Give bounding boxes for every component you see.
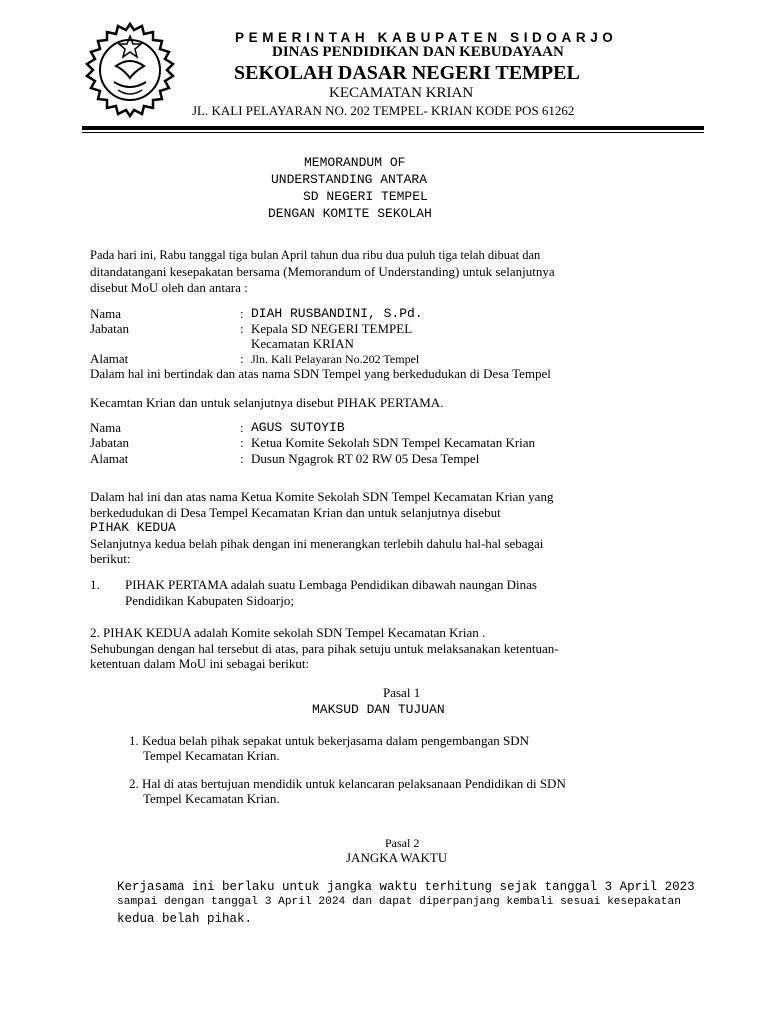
title-line-2: UNDERSTANDING ANTARA xyxy=(271,172,428,187)
party2-position-colon: : xyxy=(240,435,244,450)
intro-line-2: ditandatangani kesepakatan bersama (Memorandum of Understanding) untuk selanjutnya xyxy=(90,264,555,279)
pasal1-label: Pasal 1 xyxy=(383,685,421,700)
party1-position-value-2: Kecamatan KRIAN xyxy=(251,336,354,351)
point-1-line-2: Pendidikan Kabupaten Sidoarjo; xyxy=(125,593,294,608)
letterhead-department: DINAS PENDIDIKAN DAN KEBUDAYAAN xyxy=(272,44,564,60)
title-line-3: SD NEGERI TEMPEL xyxy=(303,189,428,204)
letterhead-divider-thick xyxy=(82,126,704,130)
party2-name-value: AGUS SUTOYIB xyxy=(251,420,345,435)
pasal2-line-2: sampai dengan tanggal 3 April 2024 dan dapat diperpanjang kembali sesuai kesepakatan xyxy=(117,896,681,908)
party1-address-value: Jln. Kali Pelayaran No.202 Tempel xyxy=(251,352,420,366)
party2-statement-1: Dalam hal ini dan atas nama Ketua Komite Sekolah SDN Tempel Kecamatan Krian yang xyxy=(90,489,554,504)
party2-name-colon: : xyxy=(240,420,244,435)
party1-position-value: Kepala SD NEGERI TEMPEL xyxy=(251,321,413,336)
letterhead-government: PEMERINTAH KABUPATEN SIDOARJO xyxy=(235,30,618,45)
letterhead-address: JL. KALI PELAYARAN NO. 202 TEMPEL- KRIAN KODE POS 61262 xyxy=(192,103,575,118)
party1-name-value: DIAH RUSBANDINI, S.Pd. xyxy=(251,306,423,321)
title-line-1: MEMORANDUM OF xyxy=(304,155,406,170)
point-1-line-1: PIHAK PERTAMA adalah suatu Lembaga Pendidikan dibawah naungan Dinas xyxy=(125,577,537,592)
party1-address-colon: : xyxy=(240,351,244,366)
pasal2-line-1: Kerjasama ini berlaku untuk jangka waktu terhitung sejak tanggal 3 April 2023 xyxy=(117,880,695,894)
intro-line-3: disebut MoU oleh dan antara : xyxy=(90,280,248,295)
followup-line-2: ketentuan dalam MoU ini sebagai berikut: xyxy=(90,656,310,671)
pasal1-heading: MAKSUD DAN TUJUAN xyxy=(312,702,445,717)
pasal1-item-1-line-1: 1. Kedua belah pihak sepakat untuk bekerjasama dalam pengembangan SDN xyxy=(129,733,529,748)
party1-address-label: Alamat xyxy=(90,351,129,366)
point-2: 2. PIHAK KEDUA adalah Komite sekolah SDN Tempel Kecamatan Krian . xyxy=(90,625,486,640)
party2-name-label: Nama xyxy=(90,420,122,435)
party2-statement-2: berkedudukan di Desa Tempel Kecamatan Krian dan untuk selanjutnya disebut xyxy=(90,505,501,520)
declaration-line-1: Selanjutnya kedua belah pihak dengan ini menerangkan terlebih dahulu hal-hal sebagai xyxy=(90,536,544,551)
party1-name-colon: : xyxy=(240,306,244,321)
pasal2-line-3: kedua belah pihak. xyxy=(117,912,253,926)
pasal1-item-2-line-1: 2. Hal di atas bertujuan mendidik untuk kelancaran pelaksanaan Pendidikan di SDN xyxy=(129,776,566,791)
party2-address-value: Dusun Ngagrok RT 02 RW 05 Desa Tempel xyxy=(251,451,480,466)
party2-address-label: Alamat xyxy=(90,451,129,466)
party1-statement-2: Kecamtan Krian dan untuk selanjutnya disebut PIHAK PERTAMA. xyxy=(90,395,444,410)
sidoarjo-emblem-logo xyxy=(72,20,188,120)
letterhead-district: KECAMATAN KRIAN xyxy=(329,85,474,101)
party2-position-label: Jabatan xyxy=(90,435,129,450)
pasal1-item-2-line-2: Tempel Kecamatan Krian. xyxy=(143,791,280,806)
party1-position-label: Jabatan xyxy=(90,321,129,336)
party2-position-value: Ketua Komite Sekolah SDN Tempel Kecamatan Krian xyxy=(251,435,536,450)
party1-name-label: Nama xyxy=(90,306,122,321)
title-line-4: DENGAN KOMITE SEKOLAH xyxy=(268,206,432,221)
letterhead-school-name: SEKOLAH DASAR NEGERI TEMPEL xyxy=(234,62,580,84)
party1-position-colon: : xyxy=(240,321,244,336)
pasal2-heading: JANGKA WAKTU xyxy=(346,850,448,865)
pasal1-item-1-line-2: Tempel Kecamatan Krian. xyxy=(143,748,280,763)
pasal2-label: Pasal 2 xyxy=(385,836,420,850)
party2-address-colon: : xyxy=(240,451,244,466)
point-1-number: 1. xyxy=(90,577,100,592)
followup-line-1: Sehubungan dengan hal tersebut di atas, para pihak setuju untuk melaksanakan ketentuan- xyxy=(90,641,559,656)
intro-line-1: Pada hari ini, Rabu tanggal tiga bulan April tahun dua ribu dua puluh tiga telah dibuat dan xyxy=(90,248,541,262)
party2-statement-3: PIHAK KEDUA xyxy=(90,520,176,535)
declaration-line-2: berikut: xyxy=(90,551,131,566)
letterhead-divider-thin xyxy=(82,132,704,133)
party1-statement-1: Dalam hal ini bertindak dan atas nama SDN Tempel yang berkedudukan di Desa Tempel xyxy=(90,366,551,381)
